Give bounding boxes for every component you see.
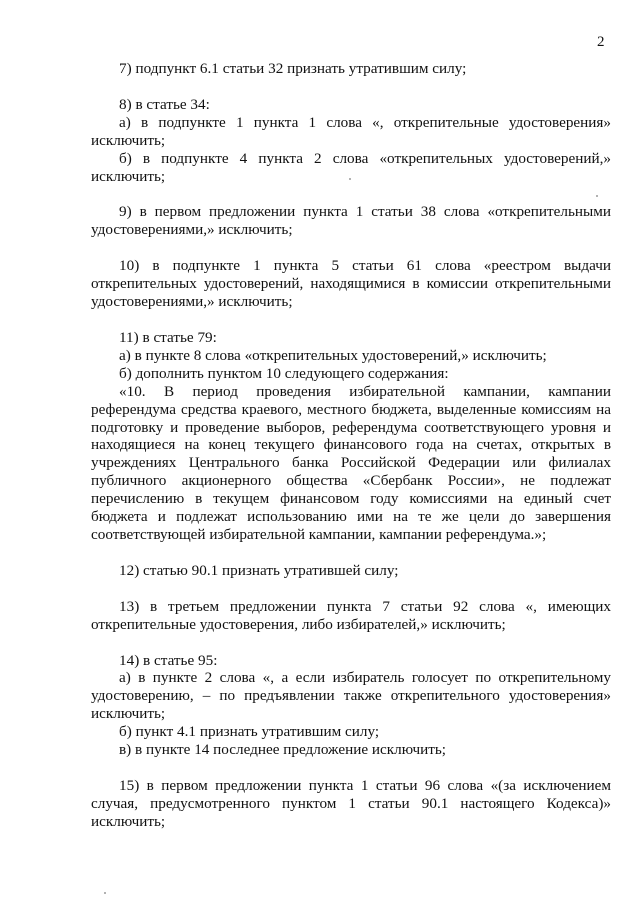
item-15: 15) в первом предложении пункта 1 статьи 96 слова «(за исключением случая, предусмотренного пунктом 1 статьи 90.1 настоящего Кодекса)» исключить;	[91, 777, 611, 830]
item-8-a: а) в подпункте 1 пункта 1 слова «, открепительные удостоверения» исключить;	[91, 113, 611, 149]
item-11-a: а) в пункте 8 слова «открепительных удостоверений,» исключить;	[119, 346, 547, 364]
item-14-c: в) в пункте 14 последнее предложение исключить;	[119, 741, 447, 759]
item-11-quote: «10. В период проведения избирательной кампании, кампании референдума средства краевого, местного бюджета, выделенные комиссиям на подготовку и проведение выборов, референдума соответствующего уровня и находящиеся на конец текущего финансового года на счетах, открытых в учреждениях Центрального банка Российской Федерации или филиалах публичного акционерного общества «Сбербанк России», не подлежат перечислению в текущем финансовом году комиссиями на единый счет бюджета и подлежат использованию ими на те же цели до завершения соответствующей избирательной кампании, кампании референдума.»;	[91, 382, 611, 543]
item-11-heading: 11) в статье 79:	[119, 328, 217, 346]
scan-speck	[596, 195, 598, 197]
document-body	[91, 60, 611, 831]
item-14-b: б) пункт 4.1 признать утратившим силу;	[119, 723, 380, 741]
item-8-b: б) в подпункте 4 пункта 2 слова «открепительных удостоверений,» исключить;	[91, 149, 611, 185]
item-10: 10) в подпункте 1 пункта 5 статьи 61 слова «реестром выдачи открепительных удостоверений, находящимися в комиссии открепительными удостоверениями,» исключить;	[91, 257, 611, 311]
item-11-b: б) дополнить пунктом 10 следующего содержания:	[119, 364, 449, 382]
page-number: 2	[597, 34, 605, 50]
item-9: 9) в первом предложении пункта 1 статьи 38 слова «открепительными удостоверениями,» исключить;	[91, 203, 611, 239]
item-7: 7) подпункт 6.1 статьи 32 признать утратившим силу;	[119, 60, 467, 77]
item-8-heading: 8) в статье 34:	[119, 95, 210, 113]
item-13: 13) в третьем предложении пункта 7 статьи 92 слова «, имеющих открепительные удостоверения, либо избирателей,» исключить;	[91, 597, 611, 633]
scan-speck	[349, 178, 351, 180]
item-12: 12) статью 90.1 признать утратившей силу;	[119, 561, 399, 579]
scan-speck	[104, 892, 106, 894]
item-14-a: а) в пункте 2 слова «, а если избиратель голосует по открепительному удостоверению, – по предъявлении также открепительного удостоверения» исключить;	[91, 669, 611, 723]
item-14-heading: 14) в статье 95:	[119, 651, 218, 669]
